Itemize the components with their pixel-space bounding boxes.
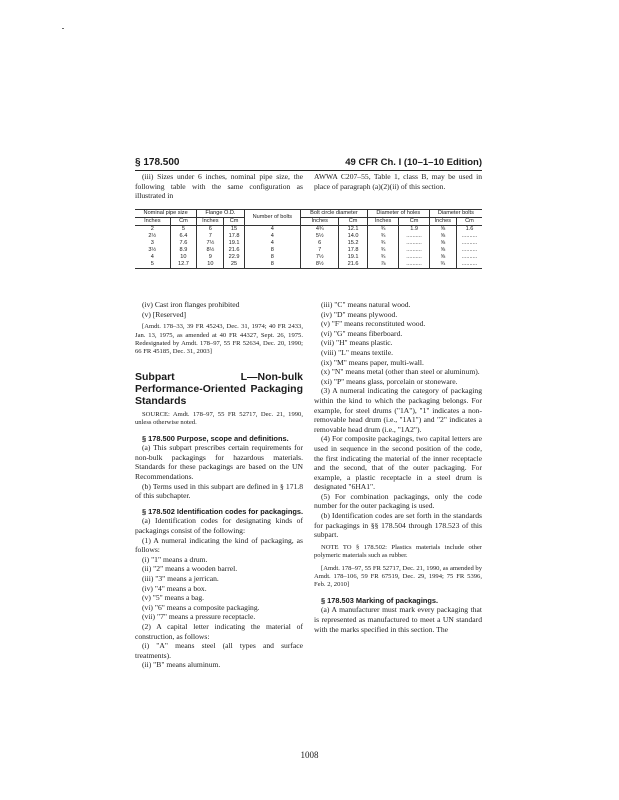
- paragraph: (v) [Reserved]: [142, 309, 187, 319]
- table-cell: 4: [244, 226, 300, 234]
- paragraph: (b) Identification codes are set forth in the standards for packagings in §§ 178.504 through 178.523 of this subpart.: [314, 511, 482, 540]
- list-item: (v) "5" means a bag.: [142, 593, 205, 603]
- table-cell: 8½: [197, 247, 224, 254]
- table-subheader: Cm: [456, 218, 482, 226]
- table-subheader: Inches: [135, 218, 170, 226]
- list-item: (xi) "P" means glass, porcelain or stoneware.: [321, 376, 458, 386]
- table-subheader: Cm: [170, 218, 197, 226]
- scan-mark: [62, 28, 64, 29]
- table-cell: 5: [135, 261, 170, 269]
- running-header-section: § 178.500: [135, 157, 180, 168]
- running-header-publication: 49 CFR Ch. I (10–1–10 Edition): [345, 157, 482, 168]
- table-cell: 17.8: [339, 247, 367, 254]
- section-heading-503: § 178.503 Marking of packagings.: [321, 595, 439, 605]
- table-cell: 3: [150, 240, 154, 246]
- list-item: (ii) "2" means a wooden barrel.: [142, 564, 238, 574]
- list-item: (iii) "3" means a jerrican.: [142, 573, 219, 583]
- table-header: Diameter bolts: [429, 210, 482, 218]
- table-cell: ..........: [399, 254, 429, 261]
- table-row: [135, 247, 482, 254]
- list-item: (v) "F" means reconstituted wood.: [321, 319, 426, 329]
- table-cell: 8½: [301, 261, 339, 269]
- table-cell: 5½: [301, 233, 339, 240]
- table-cell: 19.1: [339, 254, 367, 261]
- table-cell: 12.7: [170, 261, 197, 269]
- table-cell: 8.9: [170, 247, 197, 254]
- note: NOTE TO § 178.502: Plastics materials include other polymeric materials such as rubber.: [314, 543, 482, 560]
- list-item: (vi) "6" means a composite packaging.: [142, 602, 260, 612]
- table-cell: 25: [224, 261, 244, 269]
- table-cell: 2: [150, 226, 154, 232]
- table-cell: ¾: [367, 254, 399, 261]
- table-cell: 4: [244, 240, 300, 247]
- table-cell: ¾: [429, 261, 456, 269]
- table-cell: 7: [197, 233, 224, 240]
- list-item: (vii) "H" means plastic.: [321, 338, 393, 348]
- table-cell: ⅝: [429, 254, 456, 261]
- section-heading-500: § 178.500 Purpose, scope and definitions.: [142, 433, 289, 443]
- paragraph: (5) For combination packagings, only the code number for the outer packaging is used.: [314, 491, 482, 511]
- list-item: (iv) "D" means plywood.: [321, 309, 398, 319]
- table-cell: 7½: [301, 254, 339, 261]
- table-cell: ¾: [367, 247, 399, 254]
- table-subheader: Cm: [224, 218, 244, 226]
- paragraph: (1) A numeral indicating the kind of packaging, as follows:: [135, 535, 303, 555]
- page-number: 1008: [300, 750, 319, 760]
- left-column-top: [135, 172, 303, 201]
- table-cell: 7½: [197, 240, 224, 247]
- table-cell: ..........: [456, 254, 482, 261]
- list-item: (ix) "M" means paper, multi-wall.: [321, 357, 424, 367]
- paragraph: (3) A numeral indicating the category of packaging within the kind to which the packaging belongs. For example, for steel drums ("1A"), "1" indicates a non-removable head drum (i.e., "1A1") and "2" indicates a removable head drum (i.e., "1A2").: [314, 386, 482, 434]
- table-cell: 6: [197, 226, 224, 234]
- table-cell: 21.6: [339, 261, 367, 269]
- table-cell: 8: [244, 261, 300, 269]
- list-item: (iv) "4" means a box.: [142, 583, 207, 593]
- table-cell: 12.1: [339, 226, 367, 234]
- table-cell: 19.1: [224, 240, 244, 247]
- table-cell: 7: [301, 247, 339, 254]
- table-subheader: Inches: [367, 218, 399, 226]
- table-cell: 22.9: [224, 254, 244, 261]
- table-cell: 9: [197, 254, 224, 261]
- table-cell: 5: [170, 226, 197, 234]
- paragraph: (a) Identification codes for designating kinds of packagings consist of the following:: [135, 516, 303, 535]
- table-cell: 15: [224, 226, 244, 234]
- paragraph: (b) Terms used in this subpart are defined in § 171.8 of this subchapter.: [135, 481, 303, 501]
- list-item: (x) "N" means metal (other than steel or aluminum).: [321, 367, 480, 377]
- right-column: [314, 300, 482, 634]
- table-cell: 1.9: [399, 226, 429, 234]
- table-subheader: Cm: [339, 218, 367, 226]
- subpart-title: Subpart L—Non-bulk Performance-Oriented Packaging Standards: [135, 370, 303, 407]
- table-cell: 8: [244, 254, 300, 261]
- paragraph: (4) For composite packagings, two capital letters are used in sequence in the second position of the code, the first indicating the material of the inner receptacle and the second, that of the outer packaging. For example, a plastic receptacle in a steel drum is designated "6HA1".: [314, 434, 482, 492]
- table-cell: ..........: [399, 247, 429, 254]
- header-rule: [135, 170, 482, 171]
- section-heading-502: § 178.502 Identification codes for packagings.: [142, 506, 304, 516]
- paragraph: (2) A capital letter indicating the material of construction, as follows:: [135, 621, 303, 641]
- table-cell: 15.2: [339, 240, 367, 247]
- paragraph: (iv) Cast iron flanges prohibited: [142, 300, 240, 309]
- paragraph: (iii) Sizes under 6 inches, nominal pipe size, the following table with the same configuration as illustrated in: [135, 172, 303, 201]
- table-header: Flange O.D.: [197, 210, 244, 218]
- table-cell: 7.6: [170, 240, 197, 247]
- table-cell: ..........: [399, 233, 429, 240]
- table-cell: ..........: [456, 233, 482, 240]
- paragraph: AWWA C207–55, Table 1, class B, may be used in place of paragraph (a)(2)(ii) of this section.: [314, 172, 482, 191]
- list-item: (viii) "L" means textile.: [321, 347, 393, 357]
- right-column-top: [314, 172, 482, 191]
- table-header: Number of bolts: [244, 210, 300, 226]
- amendment-citation: [Amdt. 178–97, 55 FR 52717, Dec. 21, 1990, as amended by Amdt. 178–106, 59 FR 67519, Dec. 29, 1994; 75 FR 5396, Feb. 2, 2010]: [314, 564, 482, 589]
- table-cell: 8: [244, 247, 300, 254]
- table-cell: ..........: [456, 247, 482, 254]
- table-cell: 2½: [148, 233, 157, 239]
- paragraph: (a) This subpart prescribes certain requirements for non-bulk packagings for hazardous materials. Standards for these packagings are based on the UN Recommendations.: [135, 443, 303, 481]
- list-item: (i) "A" means steel (all types and surface treatments).: [135, 641, 303, 660]
- table-subheader: Cm: [399, 218, 429, 226]
- table-cell: 6.4: [170, 233, 197, 240]
- table-cell: 1.6: [456, 226, 482, 234]
- table-cell: ¾: [367, 240, 399, 247]
- table-subheader: Inches: [301, 218, 339, 226]
- table-cell: ¾: [367, 233, 399, 240]
- left-column: [135, 300, 303, 670]
- table-cell: 14.0: [339, 233, 367, 240]
- table-cell: 4: [244, 233, 300, 240]
- table-subheader: Inches: [429, 218, 456, 226]
- table-header: Nominal pipe size: [135, 210, 197, 218]
- table-cell: 4: [150, 254, 154, 260]
- table-group-header-row: [135, 210, 482, 218]
- table-header: Bolt circle diameter: [301, 210, 368, 218]
- source-note: SOURCE: Amdt. 178–97, 55 FR 52717, Dec. 21, 1990, unless otherwise noted.: [135, 410, 303, 427]
- table-cell: 21.6: [224, 247, 244, 254]
- table-row: [135, 254, 482, 261]
- table-row: [135, 240, 482, 247]
- table-row: [135, 233, 482, 240]
- list-item: (vii) "7" means a pressure receptacle.: [142, 612, 256, 622]
- list-item: (ii) "B" means aluminum.: [142, 660, 221, 670]
- list-item: (iii) "C" means natural wood.: [321, 300, 411, 309]
- list-item: (i) "1" means a drum.: [142, 554, 208, 564]
- table-cell: ⅝: [429, 247, 456, 254]
- table-cell: ..........: [399, 261, 429, 269]
- table-cell: 10: [197, 261, 224, 269]
- table-cell: 10: [170, 254, 197, 261]
- table-cell: ..........: [456, 261, 482, 269]
- table-cell: ..........: [456, 240, 482, 247]
- table-row: [135, 261, 482, 269]
- table-cell: ..........: [399, 240, 429, 247]
- table-cell: 3½: [148, 247, 157, 253]
- table-cell: ⅞: [367, 261, 399, 269]
- table-cell: ¾: [367, 226, 399, 234]
- table-cell: ⅝: [429, 226, 456, 234]
- table-cell: 17.8: [224, 233, 244, 240]
- table-header: Diameter of holes: [367, 210, 429, 218]
- table-cell: ⅝: [429, 233, 456, 240]
- amendment-citation: [Amdt. 178–33, 39 FR 45243, Dec. 31, 1974; 40 FR 2433, Jan. 13, 1975, as amended at 40 FR 44327, Sept. 26, 1975. Redesignated by Amdt. 178–97, 55 FR 52634, Dec. 20, 1990; 66 FR 45185, Dec. 31, 2003]: [135, 323, 303, 356]
- table-row: [135, 226, 482, 234]
- table-sub-header-row: [135, 218, 482, 226]
- paragraph: (a) A manufacturer must mark every packaging that is represented as manufactured to meet a UN standard with the marks specified in this section. The: [314, 605, 482, 634]
- list-item: (vi) "G" means fiberboard.: [321, 328, 403, 338]
- flange-table: [135, 209, 482, 269]
- table-subheader: Inches: [197, 218, 224, 226]
- table-cell: ⅝: [429, 240, 456, 247]
- table-cell: 6: [301, 240, 339, 247]
- table-cell: 4¾: [301, 226, 339, 234]
